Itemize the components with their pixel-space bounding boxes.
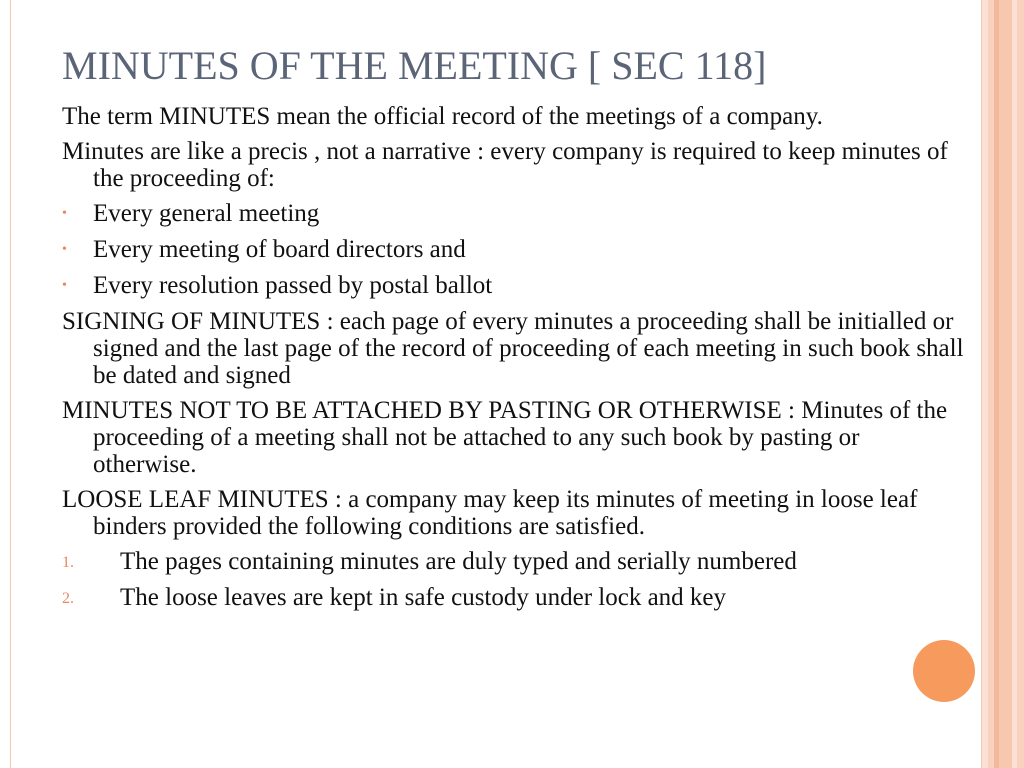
bullet-text: Every general meeting [93, 200, 320, 227]
bullet-text: Every meeting of board directors and [93, 236, 466, 263]
bullet-item [62, 236, 967, 263]
bullet-item [62, 200, 967, 227]
decorative-stripe [1017, 0, 1024, 768]
bullet-text: Every resolution passed by postal ballot [93, 272, 493, 299]
slide-body [62, 103, 967, 620]
bullet-marker: • [62, 206, 67, 221]
paragraph-minutes-precis: Minutes are like a precis , not a narrative : every company is required to keep minutes of the proceeding of: [62, 138, 948, 192]
list-number: 1. [62, 554, 74, 571]
slide-title: MINUTES OF THE MEETING [ SEC 118] [62, 43, 767, 88]
bullet-marker: • [62, 278, 67, 293]
numbered-text: The loose leaves are kept in safe custody under lock and key [120, 584, 727, 611]
paragraph-loose-leaf: LOOSE LEAF MINUTES : a company may keep its minutes of meeting in loose leaf binders provided the following conditions are satisfied. [62, 486, 918, 540]
numbered-item [62, 548, 967, 575]
paragraph-minutes-definition: The term MINUTES mean the official record of the meetings of a company. [62, 103, 823, 130]
decorative-circle [913, 640, 975, 702]
list-number: 2. [62, 590, 74, 607]
numbered-text: The pages containing minutes are duly typed and serially numbered [120, 548, 797, 575]
paragraph-not-attached: MINUTES NOT TO BE ATTACHED BY PASTING OR OTHERWISE : Minutes of the proceeding of a meeting shall not be attached to any such book by pasting or otherwise. [62, 397, 948, 478]
decorative-stripe [999, 0, 1012, 768]
paragraph-signing-of-minutes: SIGNING OF MINUTES : each page of every minutes a proceeding shall be initialled or signed and the last page of the record of proceeding of each meeting in such book shall be dated and signed [62, 308, 964, 389]
bullet-marker: • [62, 242, 67, 257]
bullet-item [62, 272, 967, 299]
numbered-item [62, 584, 967, 611]
